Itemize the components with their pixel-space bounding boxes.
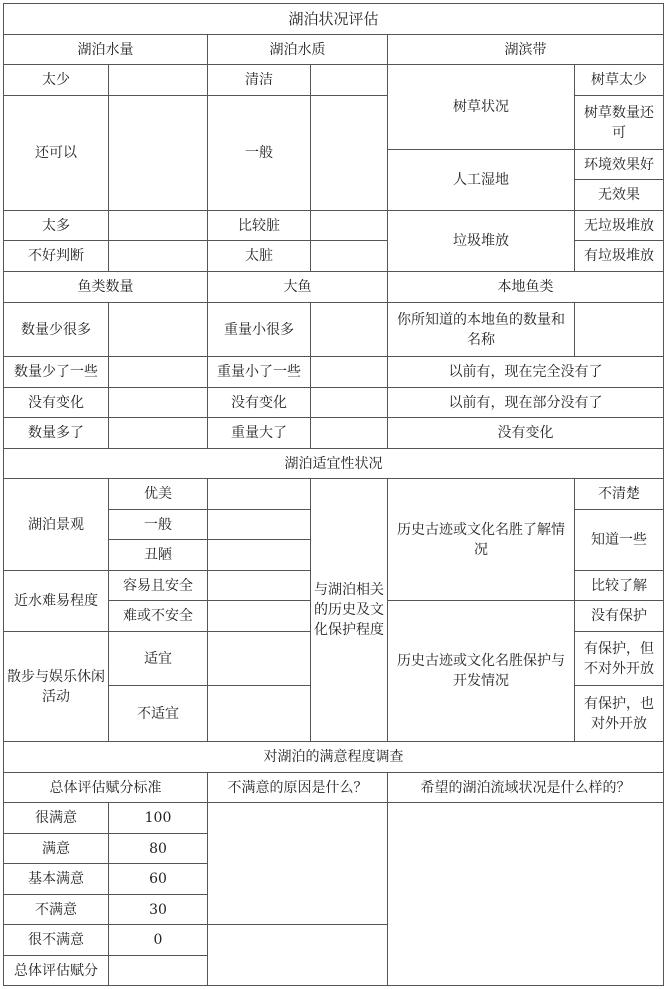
shore-option: 有垃圾堆放: [575, 241, 664, 272]
satisfaction-score: 80: [109, 834, 208, 864]
quality-answer-cell[interactable]: [311, 96, 388, 211]
knowledge-option: 知道一些: [575, 510, 664, 571]
fish-count-answer-cell[interactable]: [109, 303, 208, 357]
access-answer-cell[interactable]: [208, 571, 311, 601]
satisfaction-title: 对湖泊的满意程度调查: [4, 742, 664, 773]
local-fish-option: 以前有，现在部分没有了: [388, 388, 664, 418]
header-shore-zone: 湖滨带: [388, 35, 664, 65]
volume-answer-cell[interactable]: [109, 211, 208, 241]
fish-count-option: 数量少了一些: [4, 357, 109, 388]
header-fish-count: 鱼类数量: [4, 272, 208, 303]
knowledge-option: 比较了解: [575, 571, 664, 601]
satisfaction-score: 0: [109, 925, 208, 956]
local-fish-option: 你所知道的本地鱼的数量和名称: [388, 303, 575, 357]
satisfaction-score: 30: [109, 895, 208, 925]
big-fish-answer-cell[interactable]: [311, 388, 388, 418]
total-score-label: 总体评估赋分: [4, 956, 109, 986]
satisfaction-level: 不满意: [4, 895, 109, 925]
fish-count-option: 没有变化: [4, 388, 109, 418]
table-title: 湖泊状况评估: [4, 4, 664, 35]
big-fish-option: 重量小了一些: [208, 357, 311, 388]
protection-option: 有保护，也对外开放: [575, 686, 664, 742]
volume-option: 不好判断: [4, 241, 109, 272]
fish-count-option: 数量少很多: [4, 303, 109, 357]
access-option: 难或不安全: [109, 601, 208, 632]
protection-option: 有保护，但不对外开放: [575, 632, 664, 686]
fish-count-option: 数量多了: [4, 418, 109, 449]
recreation-answer-cell[interactable]: [208, 686, 311, 742]
score-standard-header: 总体评估赋分标准: [4, 773, 208, 803]
volume-answer-cell[interactable]: [109, 96, 208, 211]
big-fish-option: 重量大了: [208, 418, 311, 449]
header-local-fish: 本地鱼类: [388, 272, 664, 303]
scenery-option: 丑陋: [109, 540, 208, 571]
volume-option: 还可以: [4, 96, 109, 211]
quality-option: 太脏: [208, 241, 311, 272]
hope-answer-box[interactable]: [388, 803, 664, 986]
satisfaction-level: 很不满意: [4, 925, 109, 956]
scenery-option: 一般: [109, 510, 208, 540]
heritage-protection-label: 历史古迹或文化名胜保护与开发情况: [388, 601, 575, 742]
big-fish-option: 没有变化: [208, 388, 311, 418]
scenery-label: 湖泊景观: [4, 479, 109, 571]
heritage-label: 与湖泊相关的历史及文化保护程度: [311, 479, 388, 742]
reason-answer-box[interactable]: [208, 803, 388, 925]
access-answer-cell[interactable]: [208, 601, 311, 632]
big-fish-answer-cell[interactable]: [311, 357, 388, 388]
protection-option: 没有保护: [575, 601, 664, 632]
big-fish-option: 重量小很多: [208, 303, 311, 357]
header-big-fish: 大鱼: [208, 272, 388, 303]
local-fish-option: 没有变化: [388, 418, 664, 449]
quality-answer-cell[interactable]: [311, 241, 388, 272]
suitability-title: 湖泊适宜性状况: [4, 449, 664, 479]
shore-option: 环境效果好: [575, 150, 664, 180]
satisfaction-score: 60: [109, 864, 208, 895]
shore-option: 树草数量还可: [575, 96, 664, 150]
satisfaction-score: 100: [109, 803, 208, 834]
satisfaction-level: 满意: [4, 834, 109, 864]
recreation-label: 散步与娱乐休闲活动: [4, 632, 109, 742]
knowledge-option: 不清楚: [575, 479, 664, 510]
satisfaction-level: 很满意: [4, 803, 109, 834]
quality-option: 一般: [208, 96, 311, 211]
fish-count-answer-cell[interactable]: [109, 388, 208, 418]
lake-assessment-table: [3, 3, 664, 986]
access-label: 近水难易程度: [4, 571, 109, 632]
volume-option: 太多: [4, 211, 109, 241]
scenery-answer-cell[interactable]: [208, 510, 311, 540]
volume-answer-cell[interactable]: [109, 241, 208, 272]
recreation-option: 不适宜: [109, 686, 208, 742]
header-lake-volume: 湖泊水量: [4, 35, 208, 65]
reason-answer-box-lower[interactable]: [208, 925, 388, 986]
fish-count-answer-cell[interactable]: [109, 418, 208, 449]
big-fish-answer-cell[interactable]: [311, 418, 388, 449]
quality-answer-cell[interactable]: [311, 211, 388, 241]
recreation-answer-cell[interactable]: [208, 632, 311, 686]
volume-answer-cell[interactable]: [109, 65, 208, 96]
fish-count-answer-cell[interactable]: [109, 357, 208, 388]
quality-option: 比较脏: [208, 211, 311, 241]
access-option: 容易且安全: [109, 571, 208, 601]
shore-wetland-label: 人工湿地: [388, 150, 575, 211]
big-fish-answer-cell[interactable]: [311, 303, 388, 357]
volume-option: 太少: [4, 65, 109, 96]
shore-option: 无效果: [575, 180, 664, 211]
scenery-answer-cell[interactable]: [208, 479, 311, 510]
hope-header: 希望的湖泊流域状况是什么样的？: [388, 773, 664, 803]
shore-trees-label: 树草状况: [388, 65, 575, 150]
header-water-quality: 湖泊水质: [208, 35, 388, 65]
shore-option: 无垃圾堆放: [575, 211, 664, 241]
local-fish-option: 以前有，现在完全没有了: [388, 357, 664, 388]
total-score-cell[interactable]: [109, 956, 208, 986]
heritage-knowledge-label: 历史古迹或文化名胜了解情况: [388, 479, 575, 601]
satisfaction-level: 基本满意: [4, 864, 109, 895]
reason-header: 不满意的原因是什么？: [208, 773, 388, 803]
shore-garbage-label: 垃圾堆放: [388, 211, 575, 272]
quality-option: 清洁: [208, 65, 311, 96]
quality-answer-cell[interactable]: [311, 65, 388, 96]
scenery-option: 优美: [109, 479, 208, 510]
shore-option: 树草太少: [575, 65, 664, 96]
local-fish-answer-cell[interactable]: [575, 303, 664, 357]
recreation-option: 适宜: [109, 632, 208, 686]
scenery-answer-cell[interactable]: [208, 540, 311, 571]
